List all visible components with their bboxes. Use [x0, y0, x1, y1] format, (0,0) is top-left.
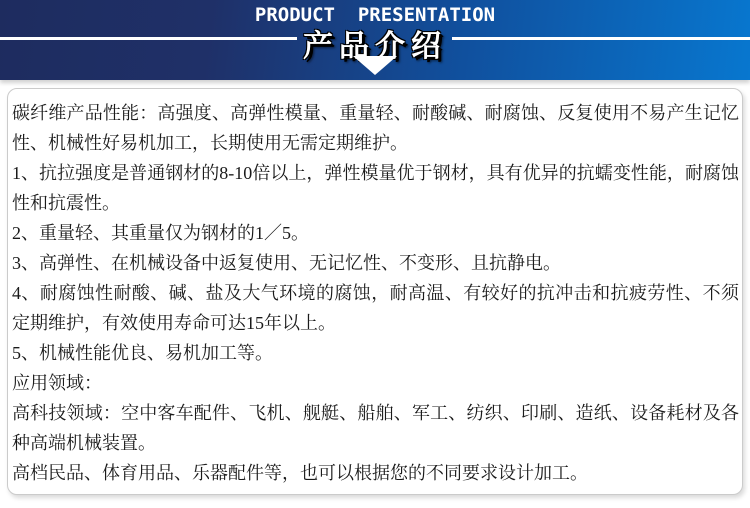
paragraph-application-heading: 应用领域： [12, 373, 102, 393]
paragraph-product-properties: 碳纤维产品性能：高强度、高弹性模量、重量轻、耐酸碱、耐腐蚀、反复使用不易产生记忆性、机械性好易机加工，长期使用无需定期维护。 [12, 103, 739, 153]
content-panel [7, 88, 743, 495]
paragraph-item-2-light-weight: 2、重量轻、其重量仅为钢材的1／5。 [12, 223, 309, 243]
paragraph-consumer-goods: 高档民品、体育用品、乐器配件等，也可以根据您的不同要求设计加工。 [12, 463, 588, 483]
page-title: 产品介绍 [303, 29, 447, 64]
header-title-en: PRODUCT PRESENTATION [254, 4, 496, 26]
header-banner [0, 0, 750, 80]
paragraph-item-5-machinability: 5、机械性能优良、易机加工等。 [12, 343, 273, 363]
paragraph-item-1-tensile-strength: 1、抗拉强度是普通钢材的8-10倍以上，弹性模量优于钢材，具有优异的抗蠕变性能，耐腐蚀性和抗震性。 [12, 163, 739, 213]
paragraph-hightech-fields: 高科技领域：空中客车配件、飞机、舰艇、船舶、军工、纺织、印刷、造纸、设备耗材及各种高端机械装置。 [12, 403, 739, 453]
paragraph-item-3-elasticity: 3、高弹性、在机械设备中返复使用、无记忆性、不变形、且抗静电。 [12, 253, 561, 273]
triangle-down-icon [353, 56, 397, 75]
paragraph-item-4-corrosion-resistance: 4、耐腐蚀性耐酸、碱、盐及大气环境的腐蚀，耐高温、有较好的抗冲击和抗疲劳性、不须定期维护，有效使用寿命可达15年以上。 [12, 283, 739, 333]
